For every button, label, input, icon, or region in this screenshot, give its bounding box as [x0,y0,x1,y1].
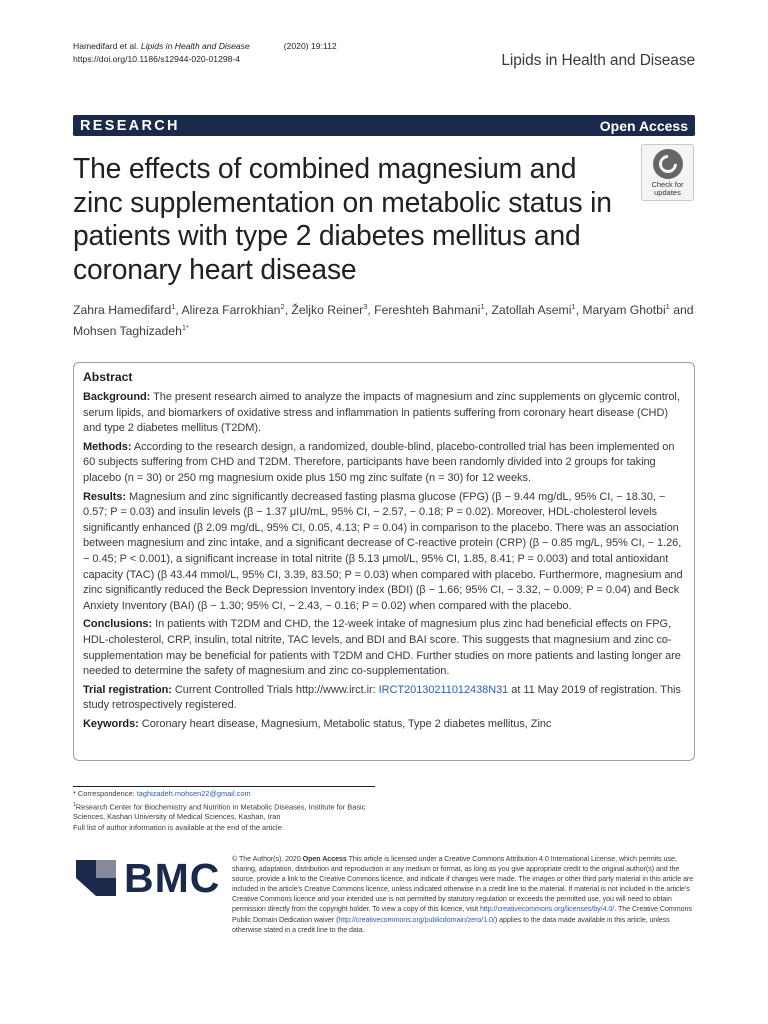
author-list: Zahra Hamedifard$^1$, Alireza Farrokhian$^2$, Željko Reiner$^3$, Fereshteh Bahmani$^1$, Zatollah Asemi$^1$, Maryam Ghotbi$^1$ and Mohsen Taghizadeh$^{1*}$ [73,302,694,339]
author[interactable]: Zatollah Asemi$^1$ [491,302,576,318]
article-title: The effects of combined magnesium and zinc supplementation on metabolic status in patients with type 2 diabetes mellitus and coronary heart disease [73,152,612,285]
article-type-banner [73,115,695,136]
header-year-volume: (2020) 19:112 [283,41,337,51]
abstract-background: Background: The present research aimed to analyze the impacts of magnesium and zinc supplements on glycemic control, serum lipids, and biomarkers of oxidative stress and inflammation in patients suffering from coronary heart disease (CHD) and type 2 diabetes mellitus (T2DM). [83,391,680,435]
trial-registration-link[interactable]: IRCT20130211012438N31 [378,683,509,696]
abstract-conclusions: Conclusions: In patients with T2DM and CHD, the 12-week intake of magnesium plus zinc had beneficial effects on FPG, HDL-cholesterol, CRP, insulin, total nitrite, TAC levels, and BDI and BAI score. This suggests that magnesium and zinc co-supplementation may be beneficial for patients with T2DM and CHD. Further studies on more patients and lasting longer are needed to determine the safety of magnesium and zinc co-supplementation. [83,618,681,678]
check-for-updates-button[interactable] [641,144,694,201]
open-access-label: Open Access [599,117,688,134]
abstract-methods: Methods: According to the research design, a randomized, double-blind, placebo-controlled trial has been implemented on 60 subjects suffering from CHD and T2DM. Therefore, participants have been randomly divided into 2 groups for taking placebo (n = 30) or 250 mg magnesium oxide plus 150 mg zinc sulfate (n = 30) for 12 weeks. [83,440,675,484]
journal-name: Lipids in Health and Disease [501,52,695,69]
author[interactable]: Zahra Hamedifard$^1$ [73,302,176,318]
author[interactable]: Alireza Farrokhian$^2$ [181,302,285,318]
cc-by-license-link[interactable]: http://creativecommons.org/licenses/by/4.0/ [479,905,615,914]
license-statement: © The Author(s). 2020 Open Access This article is licensed under a Creative Commons Attribution 4.0 International License, which permits use, sharing, adaptation, distribution and reproduction in any medium or format, as long as you give appropriate credit to the original author(s) and the source, provide a link to the Creative Commons licence, and indicate if changes were made. The images or other third party material in this article are included in the article's Creative Commons licence, unless indicated otherwise in a credit line to the material. If material is not included in the article's Creative Commons licence and your intended use is not permitted by statutory regulation or exceeds the permitted use, you will need to obtain permission directly from the copyright holder. To view a copy of this licence, visit http://creativecommons.org/licenses/by/4.0/. The Creative Commons Public Domain Dedication waiver (http://creativecommons.org/publicdomain/zero/1.0/) applies to the data made available in this article, unless otherwise stated in a credit line to the data. [232,855,694,934]
running-header-citation [73,40,337,66]
abstract-results: Results: Magnesium and zinc significantly decreased fasting plasma glucose (FPG) (β − 9.44 mg/dL, 95% CI, − 18.30, − 0.57; P = 0.03) and insulin levels (β − 1.37 μIU/mL, 95% CI, − 2.57, − 0.18; P = 0.02). Moreover, HDL-cholesterol levels significantly enhanced (β 2.09 mg/dL, 95% CI, 0.05, 4.13; P = 0.04) in comparison to the placebo. There was an association between magnesium and zinc intake, and a significant decrease of C-reactive protein (CRP) (β − 0.85 mg/L, 95% CI, − 1.26, − 0.45; P < 0.001), a significant increase in total nitrite (β 5.13 μmol/L, 95% CI, 1.85, 8.41; P = 0.003) and total antioxidant capacity (TAC) (β 43.44 mmol/L, 95% CI, 3.39, 83.50; P = 0.03) when compared with placebo. Furthermore, magnesium and zinc significantly reduced the Beck Depression Inventory index (BDI) (β − 1.66; 95% CI, − 3.32, − 0.009; P = 0.04) and Beck Anxiety Inventory (BAI) (β − 1.30; 95% CI, − 2.43, − 0.16; P = 0.02) when compared with the placebo. [83,490,683,612]
author[interactable]: Maryam Ghotbi$^1$ [582,302,670,318]
footnotes: * Correspondence: taghizadeh.mohsen22@gmail.com $^1$Research Center for Biochemistry and Nutrition in Metabolic Diseases, Institute for Basic Sciences, Kashan University of Medical Sciences, Kashan, Iran Full list of author information is available at the end of the article [73,789,373,833]
bmc-logo [73,856,220,900]
check-updates-icon [653,149,683,179]
affiliation-text: Research Center for Biochemistry and Nutrition in Metabolic Diseases, Institute for Basic Sciences, Kashan University of Medical Sciences, Kashan, Iran [73,801,366,822]
header-doi-link[interactable]: https://doi.org/10.1186/s12944-020-01298-4 [73,54,241,64]
author[interactable]: Mohsen Taghizadeh$^{1*}$ [73,323,189,339]
check-updates-label: Check for updates [651,180,684,197]
bmc-logo-icon [73,856,119,900]
cc0-waiver-link[interactable]: http://creativecommons.org/publicdomain/zero/1.0/ [338,915,495,924]
abstract-keywords: Keywords: Coronary heart disease, Magnesium, Metabolic status, Type 2 diabetes mellitus, Zinc [83,717,552,730]
header-journal-italic: Lipids in Health and Disease [140,41,250,51]
header-authors: Hamedifard et al. [73,41,139,51]
author-info-note: Full list of author information is available at the end of the article [73,822,282,832]
footnote-divider [73,786,375,787]
correspondence-email-link[interactable]: taghizadeh.mohsen22@gmail.com [136,789,251,798]
bmc-wordmark: BMC [124,855,221,901]
section-label: RESEARCH [80,117,180,134]
author[interactable]: Željko Reiner$^3$ [291,302,368,318]
author[interactable]: Fereshteh Bahmani$^1$ [374,302,485,318]
abstract-heading: Abstract [83,370,133,384]
abstract-trial-registration: Trial registration: Current Controlled Trials http://www.irct.ir: IRCT20130211012438N31 at 11 May 2019 of registration. This study retrospectively registered. [83,683,681,712]
abstract-box [73,362,695,761]
